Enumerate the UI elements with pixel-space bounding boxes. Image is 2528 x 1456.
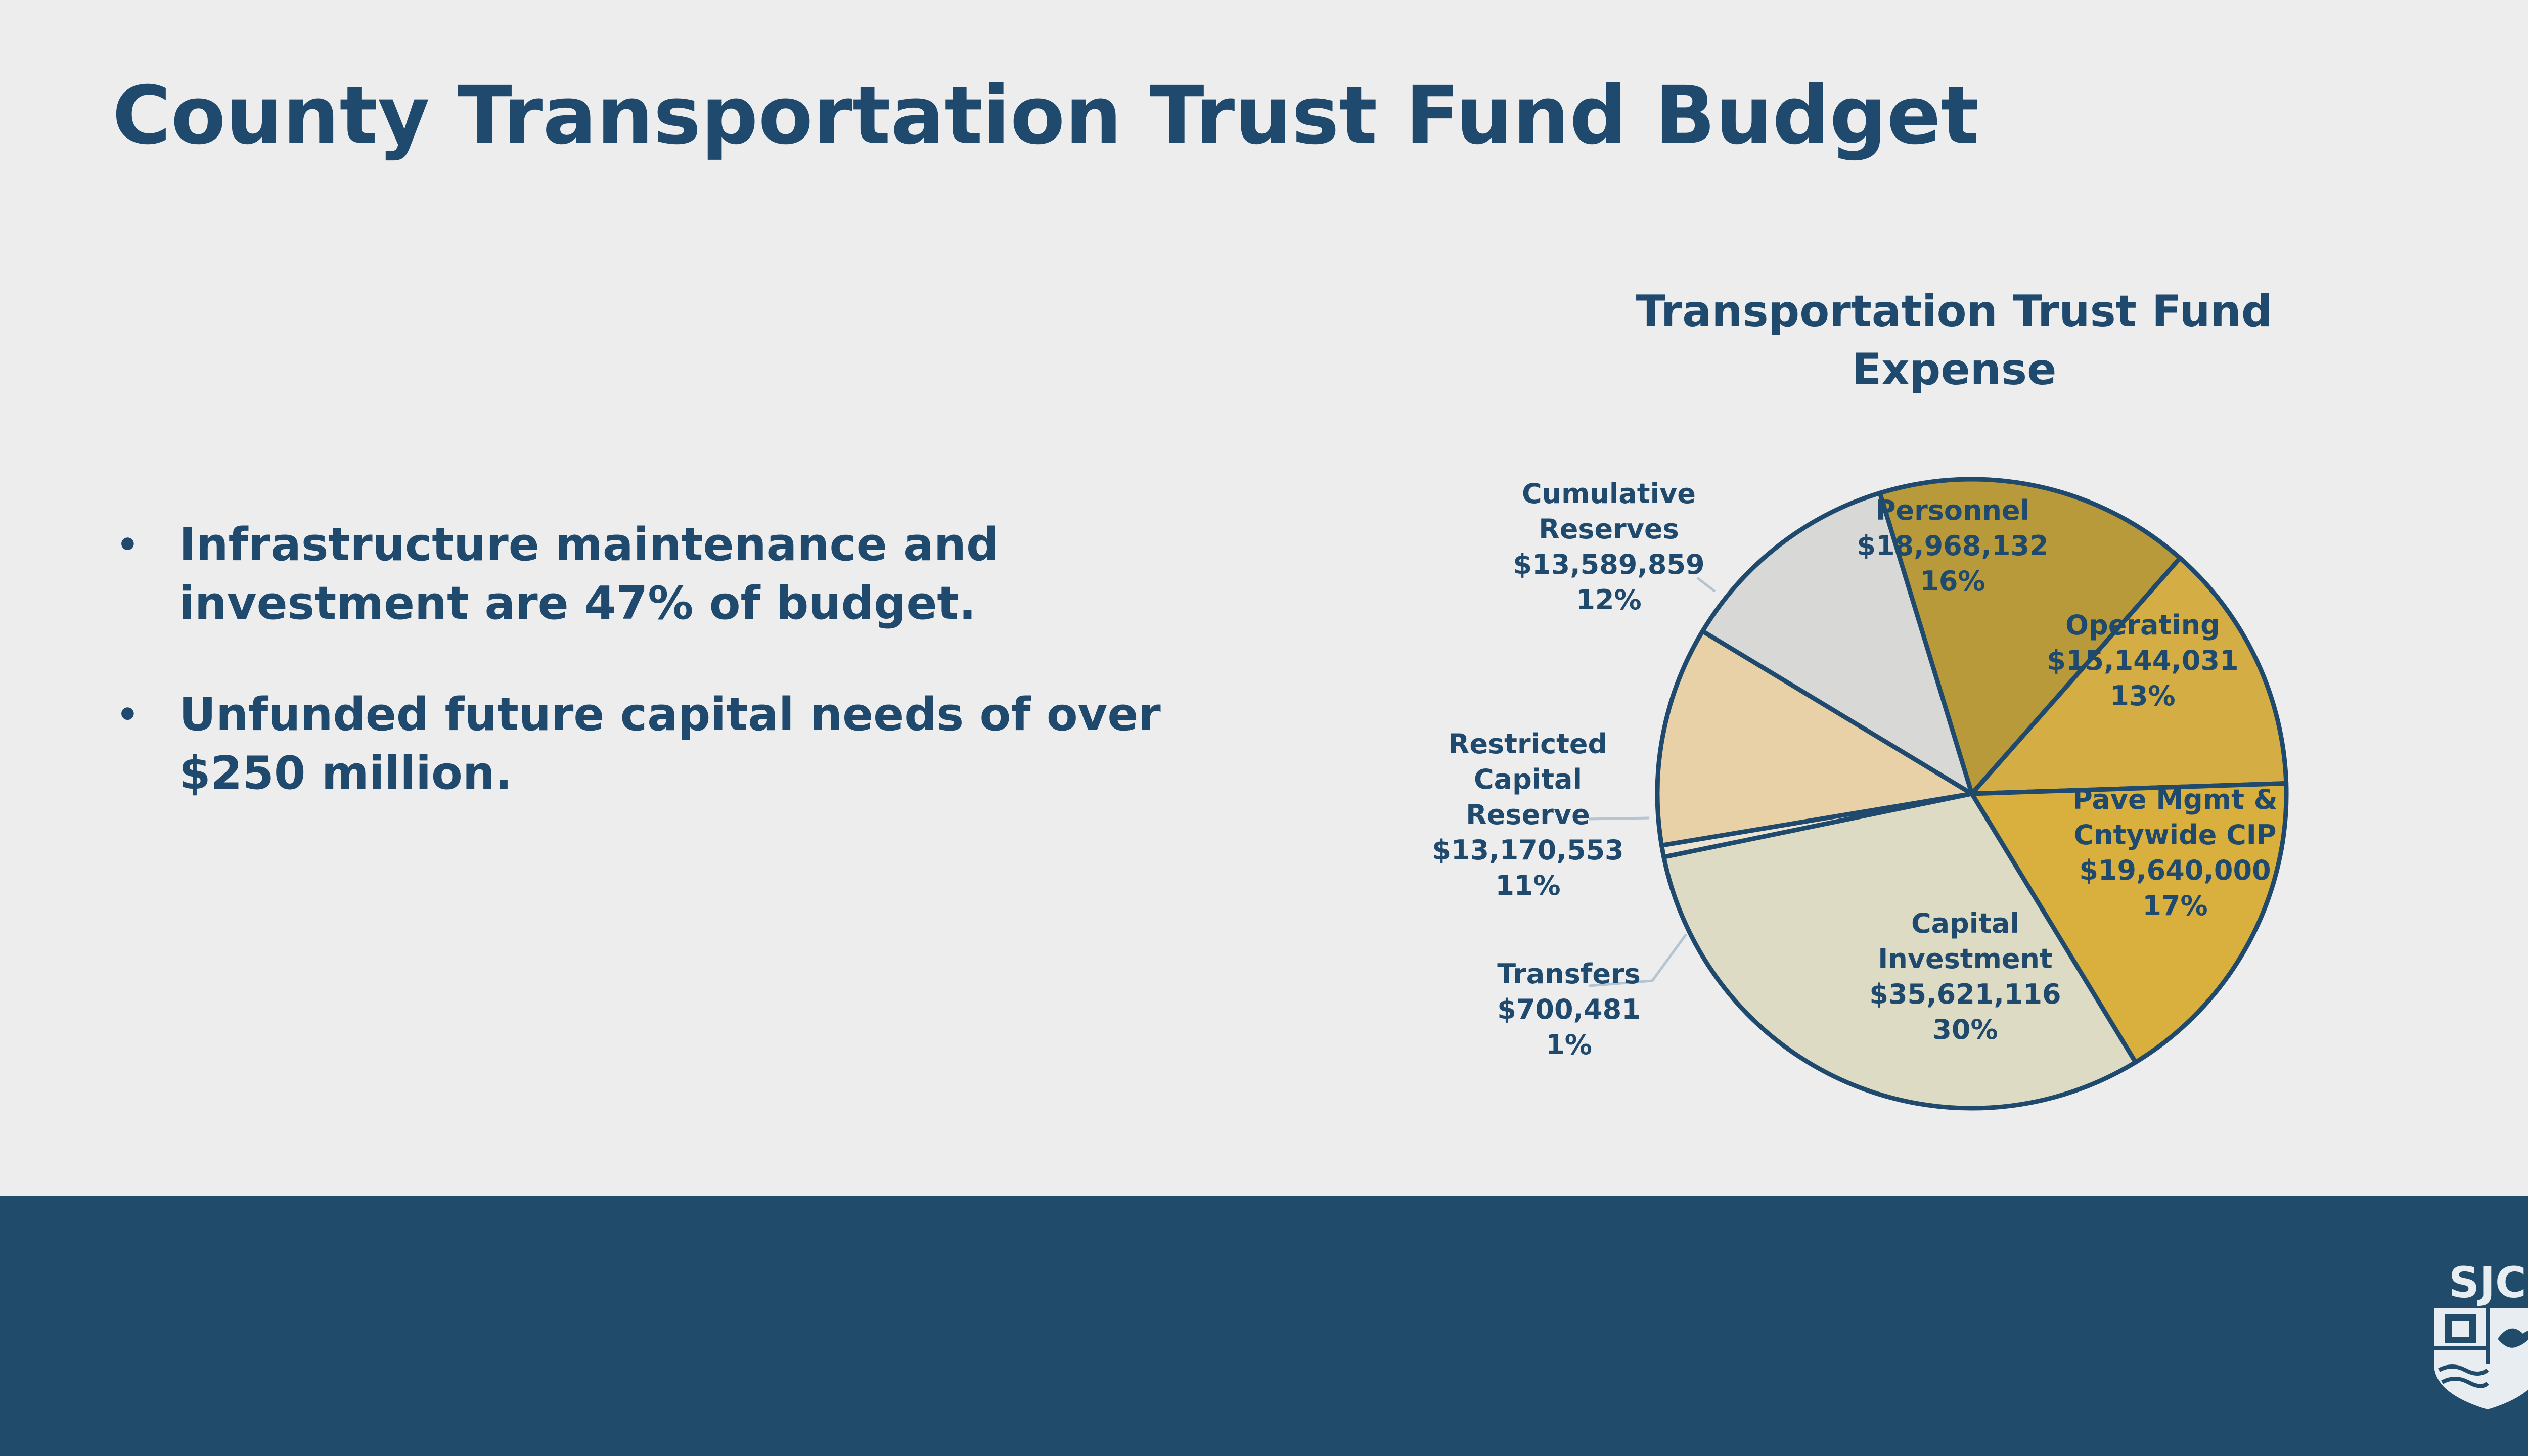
slice-label-line: $19,640,000 bbox=[2079, 854, 2271, 886]
slice-label-line: Pave Mgmt & bbox=[2072, 784, 2278, 815]
logo-text: SJC bbox=[2449, 1258, 2526, 1307]
slice-label-line: $35,621,116 bbox=[1869, 978, 2061, 1010]
sjc-shield-icon bbox=[2434, 1308, 2528, 1409]
slice-label-line: Cntywide CIP bbox=[2073, 819, 2277, 851]
slice-label-line: $700,481 bbox=[1497, 993, 1641, 1025]
slice-label-line: 17% bbox=[2142, 890, 2208, 922]
slice-label-line: 13% bbox=[2110, 680, 2176, 712]
slice-label-line: Restricted bbox=[1448, 728, 1608, 760]
slice-label-line: Reserves bbox=[1539, 513, 1679, 545]
slide-title: County Transportation Trust Fund Budget bbox=[112, 69, 1979, 162]
chart-title: Transportation Trust Fund bbox=[1636, 286, 2273, 337]
slice-label-line: Capital bbox=[1474, 763, 1582, 795]
slice-label-line: Capital bbox=[1911, 907, 2019, 939]
slice-label-line: 11% bbox=[1495, 870, 1561, 901]
slice-label-line: Investment bbox=[1878, 943, 2053, 975]
bullet-item: • Unfunded future capital needs of over $250 million. bbox=[116, 686, 1279, 803]
leader-line bbox=[1589, 818, 1649, 819]
slice-label-line: Operating bbox=[2065, 609, 2220, 641]
slice-label-line: 16% bbox=[1920, 565, 1985, 597]
slice-label-line: $13,170,553 bbox=[1432, 834, 1624, 866]
chart-title: Expense bbox=[1852, 344, 2057, 395]
slice-label-line: 1% bbox=[1546, 1029, 1592, 1061]
slice-label-line: $13,589,859 bbox=[1513, 549, 1705, 580]
sjc-logo bbox=[2422, 1258, 2528, 1415]
slice-label bbox=[1432, 728, 1623, 901]
bullet-item: • Infrastructure maintenance and investment are 47% of budget. bbox=[116, 516, 1279, 633]
slice-label-line: $15,144,031 bbox=[2047, 645, 2239, 676]
footer-bar bbox=[0, 1196, 2528, 1456]
slice-label bbox=[1497, 958, 1641, 1061]
slice-label-line: 12% bbox=[1576, 584, 1642, 616]
slice-label-line: Reserve bbox=[1466, 799, 1590, 831]
slice-label-line: Personnel bbox=[1875, 494, 2030, 526]
slice-label bbox=[1513, 478, 1704, 616]
slice-label-line: Transfers bbox=[1497, 958, 1641, 990]
slice-label-line: Cumulative bbox=[1522, 478, 1696, 510]
slice-label-line: $18,968,132 bbox=[1857, 530, 2049, 562]
slice-label-line: 30% bbox=[1932, 1014, 1998, 1045]
